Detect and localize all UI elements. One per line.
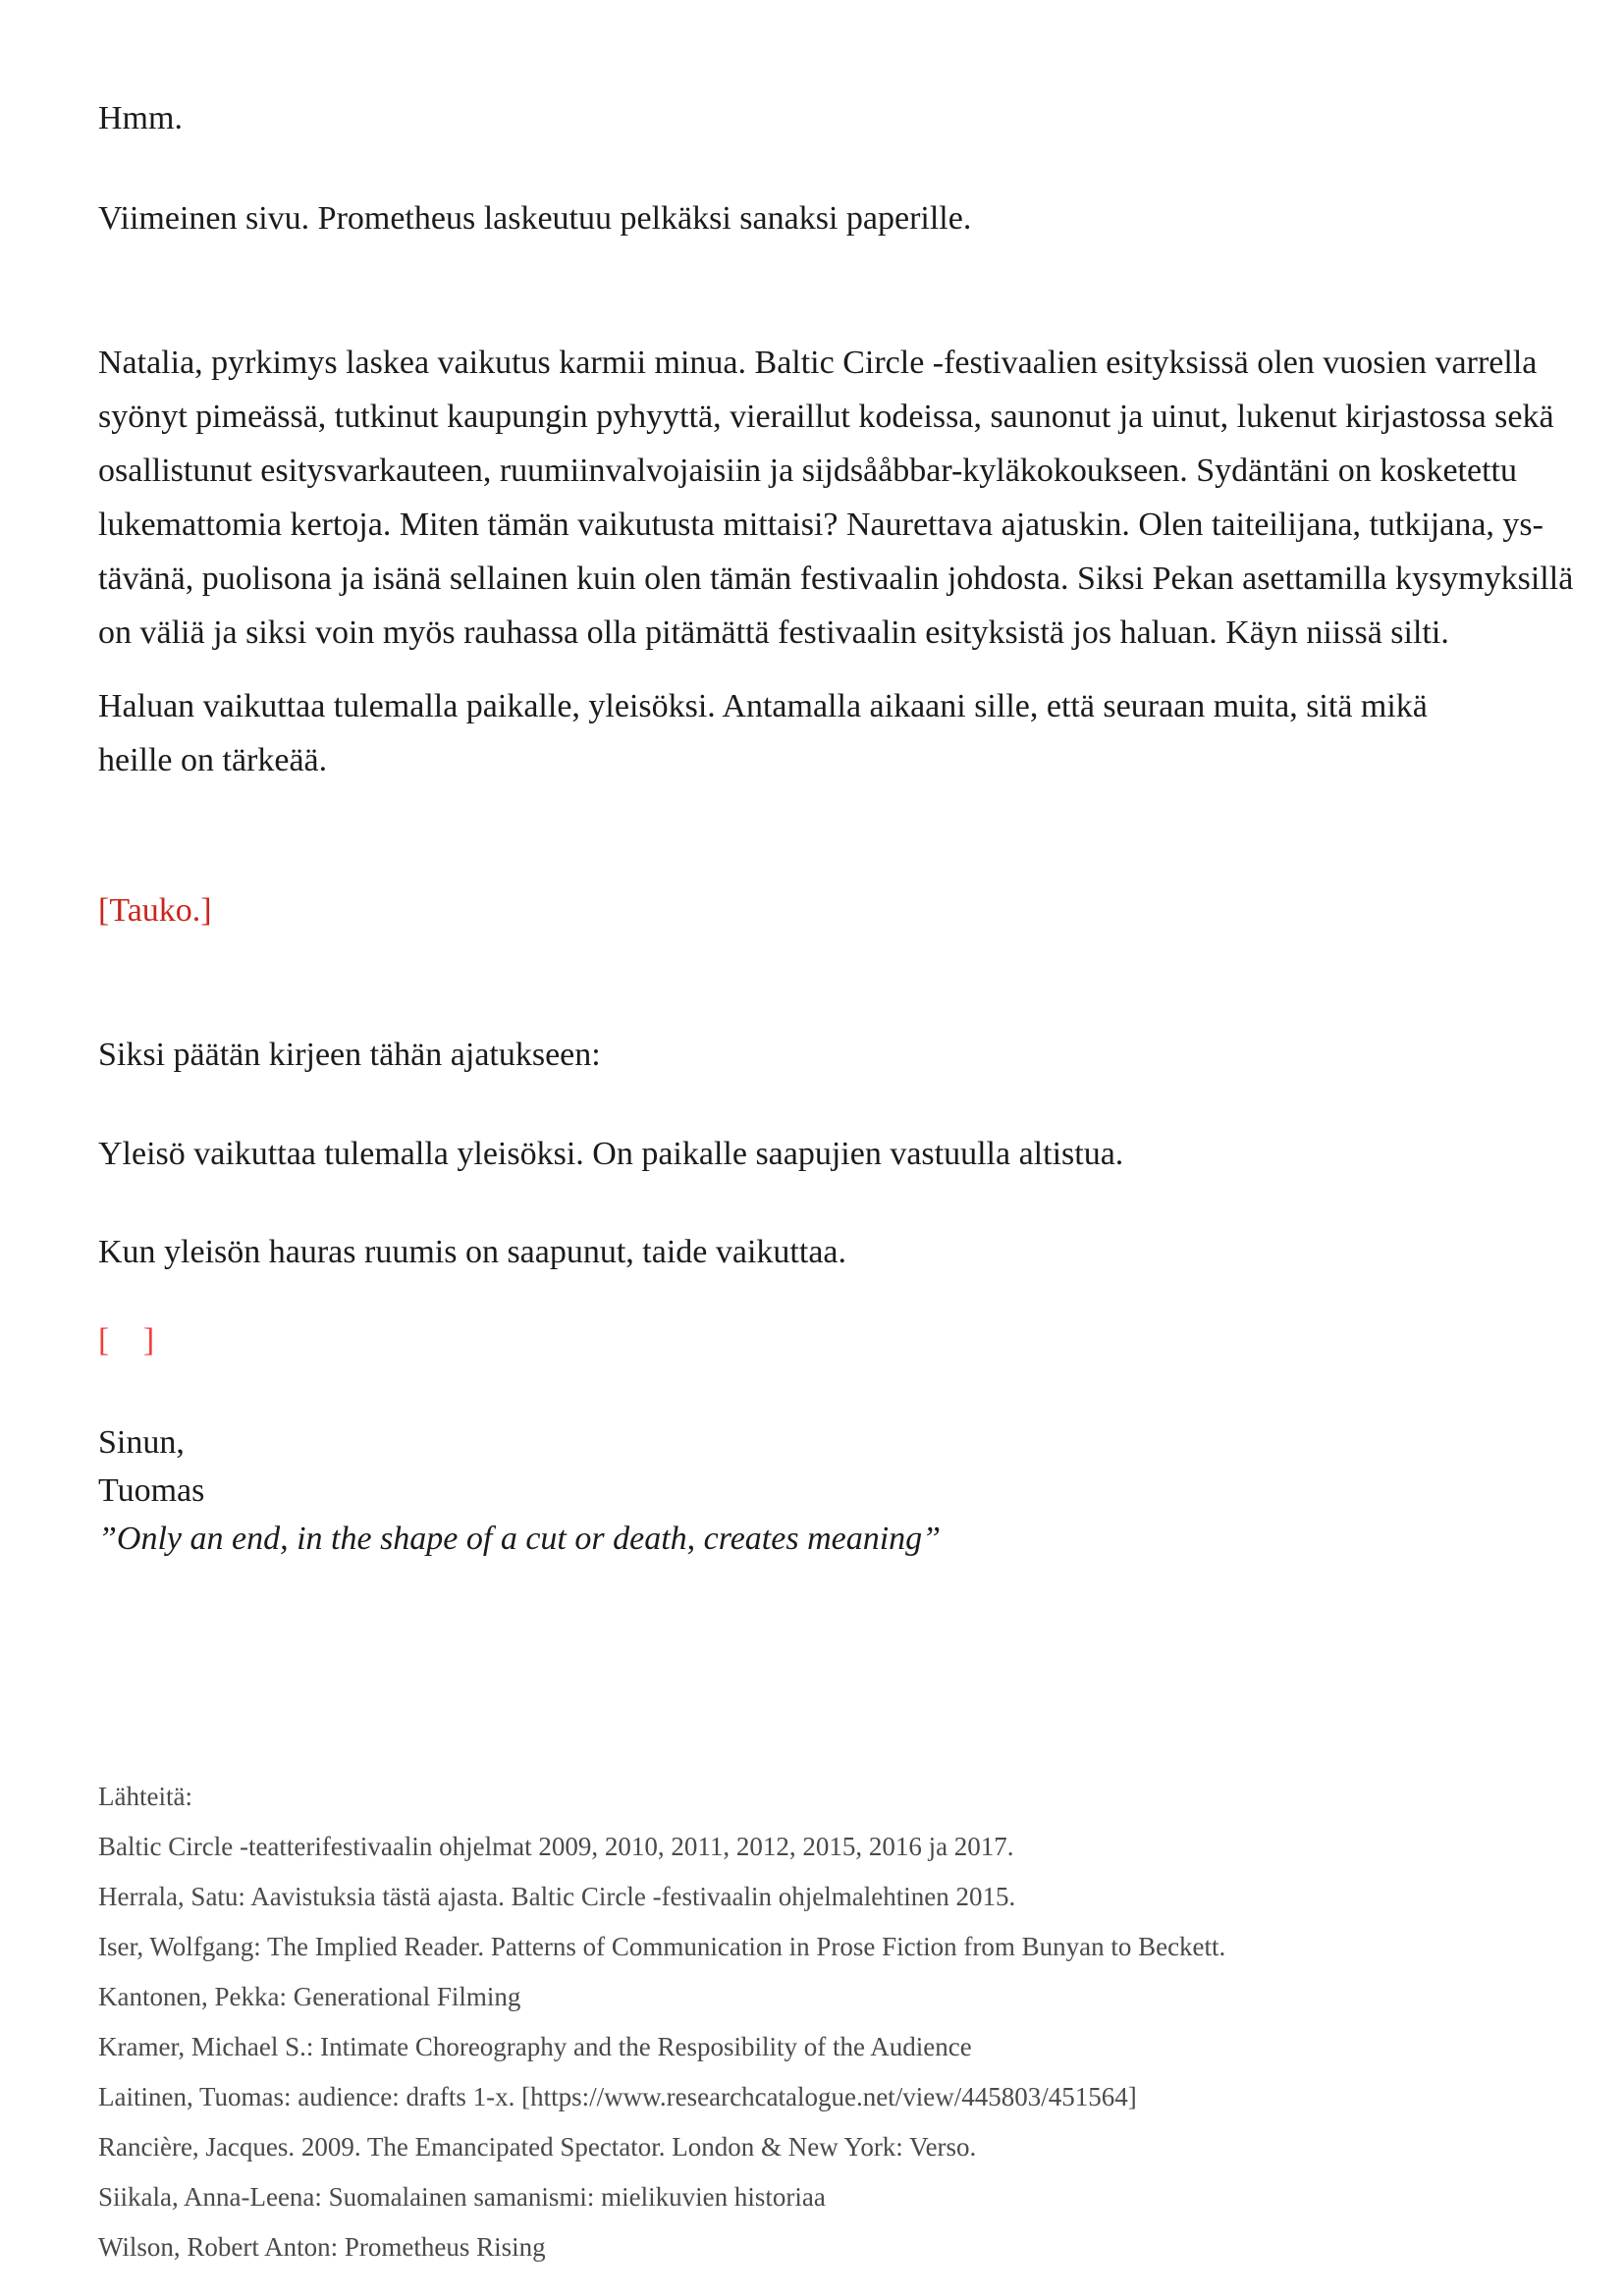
- closing-thought-line: Yleisö vaikuttaa tulemalla yleisöksi. On paikalle saapujien vastuulla altistua.: [98, 1136, 1124, 1172]
- paragraph-line: lukemattomia kertoja. Miten tämän vaikutusta mittaisi? Naurettava ajatuskin. Olen taiteilijana, tutkijana, ys-: [98, 507, 1543, 543]
- reference-item: Kantonen, Pekka: Generational Filming: [98, 1982, 521, 2011]
- main-paragraph: [98, 336, 1574, 660]
- close-bracket: ]: [142, 1322, 155, 1359]
- references-heading: Lähteitä:: [98, 1782, 192, 1811]
- closing-thought-line: Kun yleisön hauras ruumis on saapunut, taide vaikuttaa.: [98, 1234, 846, 1270]
- signature-closing: Sinun,: [98, 1424, 185, 1461]
- pause-marker: [Tauko.]: [98, 892, 212, 929]
- last-page-line: Viimeinen sivu. Prometheus laskeutuu pelkäksi sanaksi paperille.: [98, 200, 972, 237]
- reference-item: Baltic Circle -teatterifestivaalin ohjelmat 2009, 2010, 2011, 2012, 2015, 2016 ja 2017.: [98, 1832, 1014, 1861]
- signature-block: [98, 1418, 1526, 1563]
- paragraph-line: tävänä, puolisona ja isänä sellainen kuin olen tämän festivaalin johdosta. Siksi Pekan asettamilla kysymyksillä: [98, 561, 1574, 597]
- paragraph-line: heille on tärkeää.: [98, 742, 328, 778]
- reference-item: Rancière, Jacques. 2009. The Emancipated Spectator. London & New York: Verso.: [98, 2132, 977, 2162]
- haluan-paragraph: [98, 679, 1526, 787]
- references-section: [98, 1772, 1526, 2272]
- reference-item: Wilson, Robert Anton: Prometheus Rising: [98, 2232, 546, 2262]
- open-bracket: [: [98, 1322, 110, 1359]
- reference-item: Laitinen, Tuomas: audience: drafts 1-x. [https://www.researchcatalogue.net/view/445803/451564]: [98, 2082, 1137, 2111]
- paragraph-line: osallistunut esitysvarkauteen, ruumiinvalvojaisiin ja sijdsååbbar-kyläkokoukseen. Sydäntäni on kosketettu: [98, 453, 1517, 489]
- reference-item: Kramer, Michael S.: Intimate Choreography and the Resposibility of the Audience: [98, 2032, 972, 2061]
- reference-item: Herrala, Satu: Aavistuksia tästä ajasta. Baltic Circle -festivaalin ohjelmalehtinen 2015.: [98, 1882, 1016, 1911]
- opening-line: Hmm.: [98, 100, 183, 136]
- paragraph-line: on väliä ja siksi voin myös rauhassa olla pitämättä festivaalin esityksistä jos haluan. Käyn niissä silti.: [98, 614, 1449, 651]
- paragraph-line: Natalia, pyrkimys laskea vaikutus karmii minua. Baltic Circle -festivaalien esityksissä olen vuosien varrella: [98, 345, 1538, 381]
- reference-item: Siikala, Anna-Leena: Suomalainen samanismi: mielikuvien historiaa: [98, 2182, 826, 2212]
- empty-brackets-marker: [98, 1313, 1526, 1367]
- closing-thought-intro: Siksi päätän kirjeen tähän ajatukseen:: [98, 1037, 601, 1073]
- paragraph-line: syönyt pimeässä, tutkinut kaupungin pyhyyttä, vieraillut kodeissa, saunonut ja uinut, lukenut kirjastossa sekä: [98, 399, 1554, 435]
- signature-name: Tuomas: [98, 1472, 205, 1509]
- paragraph-line: Haluan vaikuttaa tulemalla paikalle, yleisöksi. Antamalla aikaani sille, että seuraan muita, sitä mikä: [98, 688, 1428, 724]
- reference-item: Iser, Wolfgang: The Implied Reader. Patterns of Communication in Prose Fiction from Bunyan to Beckett.: [98, 1932, 1226, 1961]
- signature-quote: ”Only an end, in the shape of a cut or death, creates meaning”: [98, 1521, 942, 1557]
